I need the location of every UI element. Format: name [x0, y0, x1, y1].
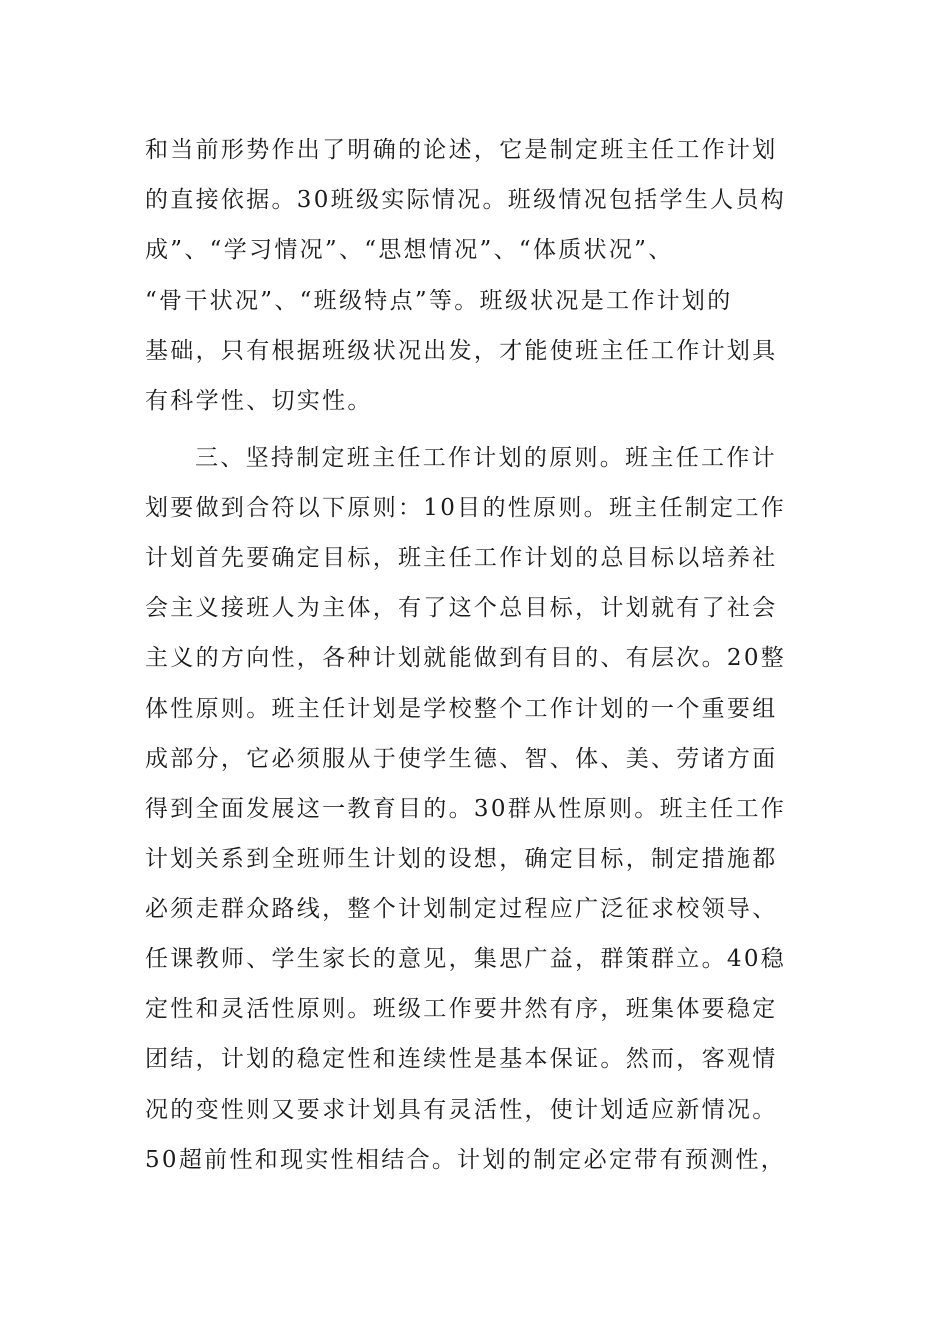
paragraph-start-line: 三、坚持制定班主任工作计划的原则。班主任工作计 — [195, 445, 777, 471]
text-line: “骨干状况”、“班级特点”等。班级状况是工作计划的 — [145, 288, 733, 314]
text-line: 有科学性、切实性。 — [145, 388, 373, 414]
text-line: 成部分，它必须服从于使学生德、智、体、美、劳诸方面 — [145, 746, 778, 772]
text-line: 划要做到合符以下原则：10目的性原则。班主任制定工作 — [145, 495, 787, 521]
text-line: 定性和灵活性原则。班级工作要井然有序，班集体要稳定 — [145, 996, 778, 1022]
text-line: 的直接依据。30班级实际情况。班级情况包括学生人员构 — [145, 187, 787, 213]
text-line: 和当前形势作出了明确的论述，它是制定班主任工作计划 — [145, 137, 778, 163]
text-line: 计划首先要确定目标，班主任工作计划的总目标以培养社 — [145, 545, 778, 571]
text-line: 会主义接班人为主体，有了这个总目标，计划就有了社会 — [145, 595, 778, 621]
text-line: 任课教师、学生家长的意见，集思广益，群策群立。40稳 — [145, 946, 787, 972]
text-line: 主义的方向性，各种计划就能做到有目的、有层次。20整 — [145, 645, 787, 671]
text-line: 体性原则。班主任计划是学校整个工作计划的一个重要组 — [145, 696, 778, 722]
text-line: 况的变性则又要求计划具有灵活性，使计划适应新情况。 — [145, 1097, 778, 1123]
text-line: 50超前性和现实性相结合。计划的制定必定带有预测性， — [145, 1147, 787, 1173]
text-line: 计划关系到全班师生计划的设想，确定目标，制定措施都 — [145, 846, 778, 872]
text-line: 成”、“学习情况”、“思想情况”、“体质状况”、 — [145, 237, 674, 263]
text-line: 得到全面发展这一教育目的。30群从性原则。班主任工作 — [145, 796, 787, 822]
text-line: 基础，只有根据班级状况出发，才能使班主任工作计划具 — [145, 338, 778, 364]
text-line: 必须走群众路线，整个计划制定过程应广泛征求校领导、 — [145, 896, 778, 922]
text-line: 团结，计划的稳定性和连续性是基本保证。然而，客观情 — [145, 1046, 778, 1072]
